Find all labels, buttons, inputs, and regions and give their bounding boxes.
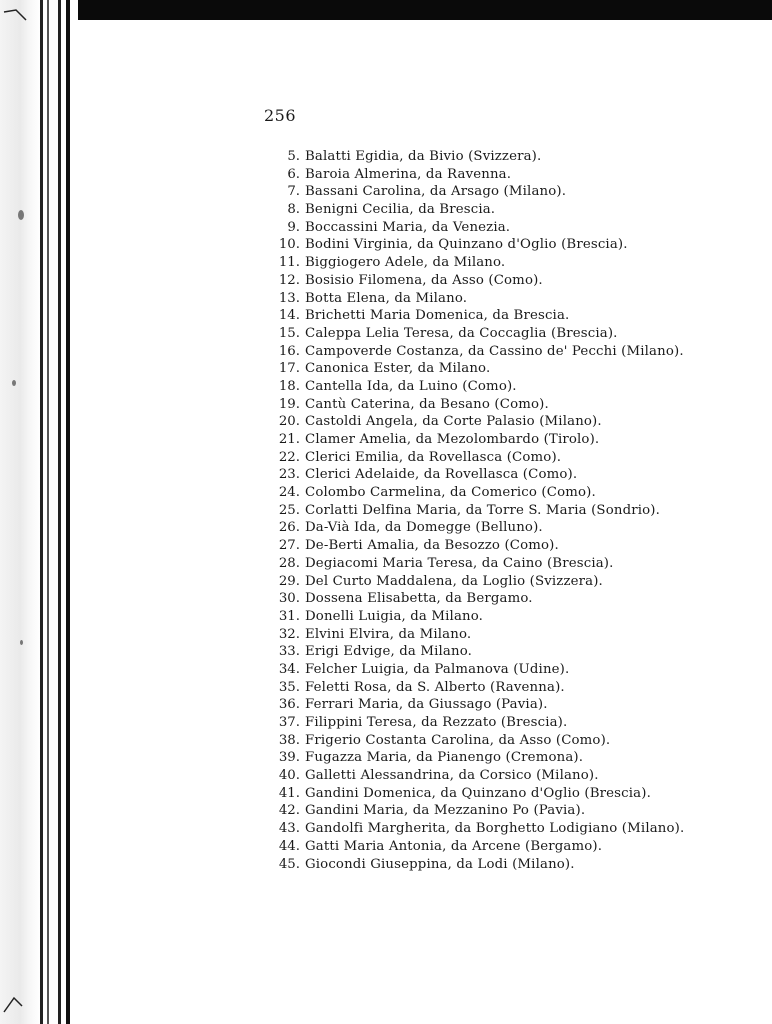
entry-number: 44. — [278, 838, 300, 854]
entry-text: Caleppa Lelia Teresa, da Coccaglia (Brescia). — [305, 325, 618, 341]
entry-text: Biggiogero Adele, da Milano. — [305, 255, 506, 271]
entry-number: 15. — [278, 325, 300, 341]
list-item — [270, 148, 684, 166]
entry-text: Ferrari Maria, da Giussago (Pavia). — [305, 697, 548, 713]
entry-number: 29. — [278, 573, 300, 589]
entry-text: Colombo Carmelina, da Comerico (Como). — [305, 485, 596, 501]
entry-text: Elvini Elvira, da Milano. — [305, 626, 472, 642]
list-item — [270, 537, 684, 555]
list-item — [270, 608, 684, 626]
entry-number: 32. — [278, 626, 300, 642]
list-item — [270, 396, 684, 414]
list-item — [270, 360, 684, 378]
entry-number: 34. — [278, 661, 300, 677]
name-list — [270, 148, 684, 873]
entry-text: Feletti Rosa, da S. Alberto (Ravenna). — [305, 679, 565, 695]
entry-text: Galletti Alessandrina, da Corsico (Milano). — [305, 768, 599, 784]
list-item — [270, 767, 684, 785]
book-binding — [0, 0, 78, 1024]
list-item — [270, 272, 684, 290]
entry-text: Cantù Caterina, da Besano (Como). — [305, 396, 549, 412]
entry-number: 33. — [278, 644, 300, 660]
entry-text: Botta Elena, da Milano. — [305, 290, 468, 306]
entry-number: 22. — [278, 449, 300, 465]
entry-text: Erigi Edvige, da Milano. — [305, 644, 472, 660]
list-item — [270, 661, 684, 679]
entry-text: Frigerio Costanta Carolina, da Asso (Como). — [305, 732, 611, 748]
entry-text: Balatti Egidia, da Bivio (Svizzera). — [305, 149, 542, 164]
entry-number: 6. — [287, 166, 300, 182]
binding-speck — [20, 640, 23, 645]
entry-number: 18. — [278, 378, 300, 394]
entry-text: Benigni Cecilia, da Brescia. — [305, 202, 496, 218]
page-number: 256 — [264, 106, 297, 125]
list-item — [270, 820, 684, 838]
entry-text: Baroia Almerina, da Ravenna. — [305, 166, 512, 182]
entry-text: Clamer Amelia, da Mezolombardo (Tirolo). — [305, 432, 600, 447]
binding-speck — [12, 380, 16, 386]
corner-mark-icon — [2, 8, 28, 28]
list-item — [270, 431, 684, 449]
binding-line — [58, 0, 61, 1024]
entry-text: Clerici Adelaide, da Rovellasca (Como). — [305, 467, 578, 483]
entry-text: Canonica Ester, da Milano. — [305, 361, 491, 377]
entry-number: 39. — [278, 750, 300, 766]
entry-number: 13. — [278, 290, 300, 306]
entry-number: 42. — [278, 803, 300, 819]
list-item — [270, 590, 684, 608]
list-item — [270, 502, 684, 520]
entry-text: Giocondi Giuseppina, da Lodi (Milano). — [305, 856, 575, 872]
binding-speck — [18, 210, 24, 220]
entry-text: Bodini Virginia, da Quinzano d'Oglio (Brescia). — [305, 237, 628, 253]
list-item — [270, 732, 684, 750]
entry-number: 14. — [278, 308, 300, 324]
entry-number: 40. — [278, 768, 300, 784]
list-item — [270, 555, 684, 573]
entry-text: Fugazza Maria, da Pianengo (Cremona). — [305, 750, 584, 766]
entry-text: Da-Vià Ida, da Domegge (Belluno). — [305, 520, 543, 536]
entry-number: 36. — [278, 697, 300, 713]
entry-number: 23. — [278, 467, 300, 483]
entry-number: 31. — [278, 608, 300, 624]
entry-text: Campoverde Costanza, da Cassino de' Pecchi (Milano). — [305, 343, 684, 359]
binding-line — [40, 0, 43, 1024]
entry-number: 24. — [278, 485, 300, 501]
list-item — [270, 201, 684, 219]
entry-number: 7. — [287, 184, 300, 200]
list-item — [270, 519, 684, 537]
list-item — [270, 696, 684, 714]
entry-text: De-Berti Amalia, da Besozzo (Como). — [305, 538, 559, 554]
entry-text: Castoldi Angela, da Corte Palasio (Milano). — [305, 414, 602, 430]
list-item — [270, 626, 684, 644]
entry-text: Del Curto Maddalena, da Loglio (Svizzera). — [305, 573, 603, 589]
entry-text: Brichetti Maria Domenica, da Brescia. — [305, 308, 570, 324]
list-item — [270, 183, 684, 201]
entry-number: 35. — [278, 679, 300, 695]
list-item — [270, 343, 684, 361]
list-item — [270, 166, 684, 184]
entry-text: Boccassini Maria, da Venezia. — [305, 219, 511, 235]
entry-text: Felcher Luigia, da Palmanova (Udine). — [305, 661, 570, 677]
list-item — [270, 714, 684, 732]
list-item — [270, 749, 684, 767]
entry-number: 28. — [278, 555, 300, 571]
entry-number: 21. — [278, 432, 300, 447]
list-item — [270, 785, 684, 803]
binding-line — [47, 0, 49, 1024]
entry-number: 26. — [278, 520, 300, 536]
list-item — [270, 254, 684, 272]
list-item — [270, 573, 684, 591]
entry-text: Gatti Maria Antonia, da Arcene (Bergamo). — [305, 838, 603, 854]
entry-text: Bassani Carolina, da Arsago (Milano). — [305, 184, 567, 200]
entry-text: Cantella Ida, da Luino (Como). — [305, 378, 517, 394]
corner-mark-icon — [2, 994, 28, 1014]
entry-number: 30. — [278, 591, 300, 607]
entry-number: 37. — [278, 715, 300, 730]
list-item — [270, 643, 684, 661]
entry-number: 9. — [287, 219, 300, 235]
entry-number: 25. — [278, 502, 300, 518]
list-item — [270, 307, 684, 325]
entry-text: Bosisio Filomena, da Asso (Como). — [305, 272, 543, 288]
list-item — [270, 802, 684, 820]
entry-number: 38. — [278, 732, 300, 748]
entry-number: 27. — [278, 538, 300, 554]
entry-text: Clerici Emilia, da Rovellasca (Como). — [305, 449, 562, 465]
entry-number: 45. — [278, 856, 300, 872]
entry-number: 12. — [278, 272, 300, 288]
list-item — [270, 679, 684, 697]
list-item — [270, 449, 684, 467]
entry-text: Filippini Teresa, da Rezzato (Brescia). — [305, 715, 568, 730]
entry-number: 5. — [287, 149, 300, 164]
entry-text: Donelli Luigia, da Milano. — [305, 608, 484, 624]
list-item — [270, 378, 684, 396]
entry-text: Gandolfi Margherita, da Borghetto Lodigiano (Milano). — [305, 821, 685, 837]
entry-number: 11. — [278, 255, 300, 271]
list-item — [270, 838, 684, 856]
entry-text: Corlatti Delfina Maria, da Torre S. Maria (Sondrio). — [305, 502, 661, 518]
entry-text: Gandini Maria, da Mezzanino Po (Pavia). — [305, 803, 586, 819]
entry-number: 17. — [278, 361, 300, 377]
entry-text: Dossena Elisabetta, da Bergamo. — [305, 591, 533, 607]
entry-number: 43. — [278, 821, 300, 837]
list-item — [270, 856, 684, 874]
entry-number: 8. — [287, 202, 300, 218]
entry-text: Degiacomi Maria Teresa, da Caino (Brescia). — [305, 555, 614, 571]
entry-number: 20. — [278, 414, 300, 430]
entry-number: 10. — [278, 237, 300, 253]
scan-top-edge — [0, 0, 772, 20]
entry-text: Gandini Domenica, da Quinzano d'Oglio (Brescia). — [305, 785, 651, 801]
entry-number: 41. — [278, 785, 300, 801]
list-item — [270, 236, 684, 254]
list-item — [270, 325, 684, 343]
list-item — [270, 466, 684, 484]
list-item — [270, 219, 684, 237]
entry-number: 19. — [278, 396, 300, 412]
list-item — [270, 290, 684, 308]
binding-line — [66, 0, 70, 1024]
list-item — [270, 484, 684, 502]
list-item — [270, 413, 684, 431]
entry-number: 16. — [278, 343, 300, 359]
